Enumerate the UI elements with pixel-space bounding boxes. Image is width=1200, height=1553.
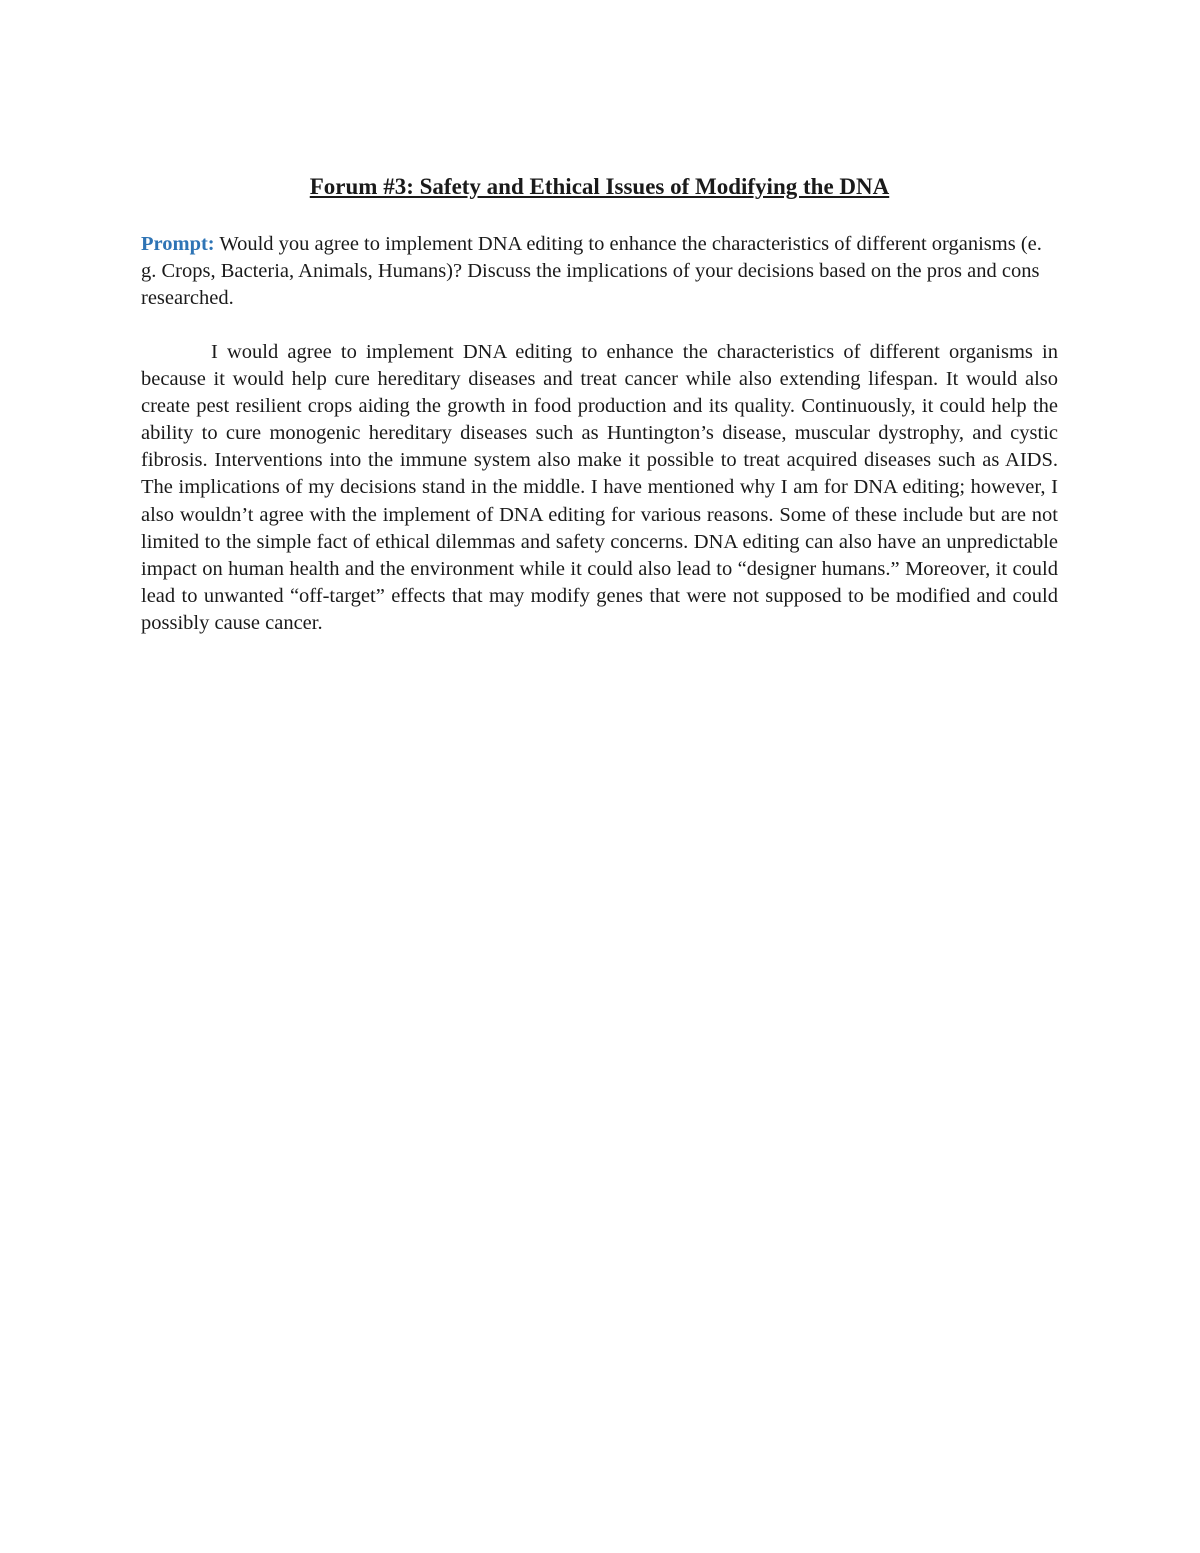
document-title: Forum #3: Safety and Ethical Issues of Modifying the DNA [309,174,890,199]
prompt-label: Prompt: [141,233,215,255]
document-body [141,170,1058,637]
answer-paragraph: I would agree to implement DNA editing to enhance the characteristics of different organisms in because it would help cure hereditary diseases and treat cancer while also extending lifespan. It would also create pest resilient crops aiding the growth in food production and its quality. Continuously, it could help the ability to cure monogenic hereditary diseases such as Huntington’s disease, muscular dystrophy, and cystic fibrosis. Interventions into the immune system also make it possible to treat acquired diseases such as AIDS. The implications of my decisions stand in the middle. I have mentioned why I am for DNA editing; however, I also wouldn’t agree with the implement of DNA editing for various reasons. Some of these include but are not limited to the simple fact of ethical dilemmas and safety concerns. DNA editing can also have an unpredictable impact on human health and the environment while it could also lead to “designer humans.” Moreover, it could lead to unwanted “off-target” effects that may modify genes that were not supposed to be modified and could possibly cause cancer. [141,341,1058,634]
prompt-text: Would you agree to implement DNA editing to enhance the characteristics of different organisms (e. g. Crops, Bacteria, Animals, Humans)? Discuss the implications of your decisions based on the pros and cons researched. [141,233,1042,309]
prompt-paragraph [141,231,1058,312]
